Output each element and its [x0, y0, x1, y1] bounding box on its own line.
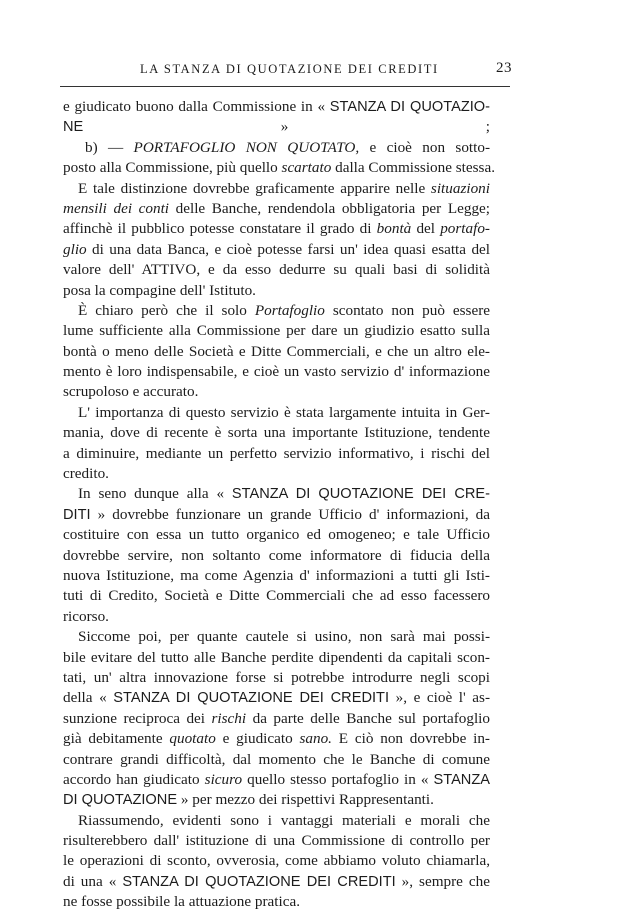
text-run: e giudicato	[215, 730, 300, 748]
text-line	[63, 342, 490, 362]
text-line	[63, 97, 490, 117]
text-run: valore dell' ATTIVO, e da esso dedurre su quali basi di solidità	[63, 261, 490, 279]
text-run: quello stesso portafoglio in «	[242, 770, 434, 788]
text-line	[63, 362, 490, 382]
text-line	[63, 321, 490, 341]
text-run: Siccome poi, per quante cautele si usino, non sarà mai possi-	[78, 628, 490, 646]
text-run: posa la compagine dell' Istituto.	[63, 281, 256, 299]
text-line	[63, 668, 490, 688]
text-run: nuova Istituzione, ma come Agenzia d' informazioni a tutti gli Isti-	[63, 566, 490, 584]
italic-run: Portafoglio	[254, 301, 325, 319]
text-line	[63, 607, 490, 627]
text-line	[63, 301, 490, 321]
italic-run: sano.	[299, 730, 332, 748]
text-line	[63, 219, 490, 239]
text-run: del	[411, 220, 441, 238]
text-run: di una data Banca, e cioè potesse farsi un' idea quasi esatta del	[86, 240, 490, 258]
text-run: scontato non può essere	[324, 301, 491, 319]
text-line	[63, 464, 490, 484]
text-line	[63, 199, 490, 219]
text-line	[63, 586, 490, 606]
text-run: E tale distinzione dovrebbe graficamente apparire nelle	[78, 179, 431, 197]
text-run: mento è loro indispensabile, e cioè un vasto servizio d' informazione	[63, 363, 490, 381]
text-run: », e cioè l' as-	[389, 689, 491, 707]
text-line	[63, 770, 490, 790]
text-run: L' importanza di questo servizio è stata largamente intuita in Ger-	[78, 403, 490, 421]
text-run: sunzione reciproca dei	[63, 709, 212, 727]
text-run: dalla Commissione stessa.	[331, 159, 496, 177]
text-run: mania, dove di recente è sorta una importante Istituzione, tendente	[63, 424, 490, 442]
italic-run: mensili dei conti	[63, 199, 170, 217]
text-run: » dovrebbe funzionare un grande Ufficio d' informazioni, da	[90, 505, 490, 523]
text-run: costituire con essa un tutto organico ed omogeneo; e tale Ufficio	[63, 526, 490, 544]
running-head-title: LA STANZA DI QUOTAZIONE DEI CREDITI	[140, 62, 439, 76]
text-run: risulterebbero dall' istituzione di una Commissione di controllo per	[63, 832, 490, 850]
text-run: ricorso.	[63, 607, 109, 625]
text-line	[63, 709, 490, 729]
sans-run: DI QUOTAZIONE	[63, 792, 178, 809]
header-rule	[60, 86, 510, 87]
text-run: credito.	[63, 465, 109, 483]
text-line	[63, 729, 490, 749]
italic-run: sicuro	[204, 770, 243, 788]
italic-run: PORTAFOGLIO NON QUOTATO,	[133, 138, 360, 156]
text-run: » ;	[83, 118, 490, 136]
text-run: di una «	[63, 872, 123, 890]
text-line	[63, 811, 490, 831]
text-run: », sempre che	[395, 872, 490, 890]
page-number: 23	[496, 60, 512, 76]
text-run: della «	[63, 689, 114, 707]
sans-run: STANZA	[433, 771, 490, 788]
italic-run: glio	[63, 240, 87, 258]
text-run: a diminuire, mediante un perfetto servizio informativo, i rischi del	[63, 444, 490, 462]
text-run: contrare grandi difficoltà, dal momento che le Banche di comune	[63, 750, 490, 768]
text-line	[63, 648, 490, 668]
text-line	[63, 525, 490, 545]
text-line	[63, 382, 490, 402]
sans-run: NE	[63, 119, 84, 136]
text-line	[63, 240, 490, 260]
text-run: dovrebbe servire, non soltanto come informatore di fiducia della	[63, 546, 490, 564]
text-run: da parte delle Banche sul portafoglio	[246, 709, 490, 727]
text-line	[63, 423, 490, 443]
text-line	[63, 546, 490, 566]
text-run: già debitamente	[63, 730, 170, 748]
italic-run: scartato	[281, 159, 332, 177]
sans-run: STANZA DI QUOTAZIONE DEI CREDITI	[113, 690, 390, 707]
text-line	[63, 566, 490, 586]
text-line	[63, 790, 490, 810]
text-run: e giudicato buono dalla Commissione in «	[63, 98, 330, 115]
italic-run: rischi	[211, 709, 247, 727]
text-run: bontà o meno delle Società e Ditte Commerciali, e che un altro ele-	[63, 342, 490, 360]
text-line	[63, 750, 490, 770]
text-line	[63, 831, 490, 851]
sans-run: DITI	[63, 506, 91, 523]
text-run: tati, un' altra innovazione forse si potrebbe introdurre negli scopi	[63, 668, 490, 686]
text-line	[63, 892, 490, 912]
text-run: tuti di Credito, Società e Ditte Commerciali che ad esso facessero	[63, 587, 490, 605]
sans-run: STANZA DI QUOTAZIONE DEI CREDITI	[122, 873, 396, 890]
text-line	[63, 158, 496, 178]
text-run: le operazioni di sconto, ovverosia, come abbiamo voluto chiamarla,	[63, 852, 490, 870]
text-run: e cioè non sotto-	[359, 138, 490, 156]
text-line	[63, 281, 490, 301]
text-run: lume sufficiente alla Commissione per dare un giudizio esatto sulla	[63, 322, 490, 340]
text-line	[63, 444, 490, 464]
text-run: ne fosse possibile la attuazione pratica.	[63, 893, 301, 911]
sans-run: STANZA DI QUOTAZIONE DEI CRE-	[231, 486, 490, 503]
text-run: accordo han giudicato	[63, 770, 205, 788]
sans-run: STANZA DI QUOTAZIO-	[329, 99, 490, 115]
text-run: bile evitare del tutto alle Banche perdite dipendenti da capitali scon-	[63, 648, 490, 666]
text-line	[63, 851, 490, 871]
italic-run: situazioni	[430, 179, 490, 197]
text-line	[63, 627, 490, 647]
text-run: scrupoloso e accurato.	[63, 383, 199, 401]
text-run: Riassumendo, evidenti sono i vantaggi materiali e morali che	[78, 811, 490, 829]
text-line	[63, 179, 490, 199]
text-line	[63, 505, 490, 525]
text-run: E ciò non dovrebbe in-	[331, 730, 490, 748]
text-line	[63, 872, 490, 892]
body-text	[63, 97, 496, 913]
text-line	[63, 688, 490, 708]
text-line	[63, 260, 490, 280]
text-line	[63, 117, 490, 137]
italic-run: quotato	[169, 730, 216, 748]
text-run: delle Banche, rendendola obbligatoria per Legge;	[169, 199, 490, 217]
text-run: In seno dunque alla «	[78, 485, 232, 503]
text-run: posto alla Commissione, più quello	[63, 159, 282, 177]
text-run: b) —	[85, 138, 134, 156]
text-run: È chiaro però che il solo	[78, 301, 255, 319]
text-run: » per mezzo dei rispettivi Rappresentanti.	[177, 791, 434, 809]
italic-run: portafo-	[440, 220, 490, 238]
text-line	[63, 484, 490, 504]
text-run: affinchè il pubblico potesse constatare il grado di	[63, 220, 377, 238]
italic-run: bontà	[376, 220, 412, 238]
text-line	[63, 403, 490, 423]
text-line	[63, 138, 490, 158]
